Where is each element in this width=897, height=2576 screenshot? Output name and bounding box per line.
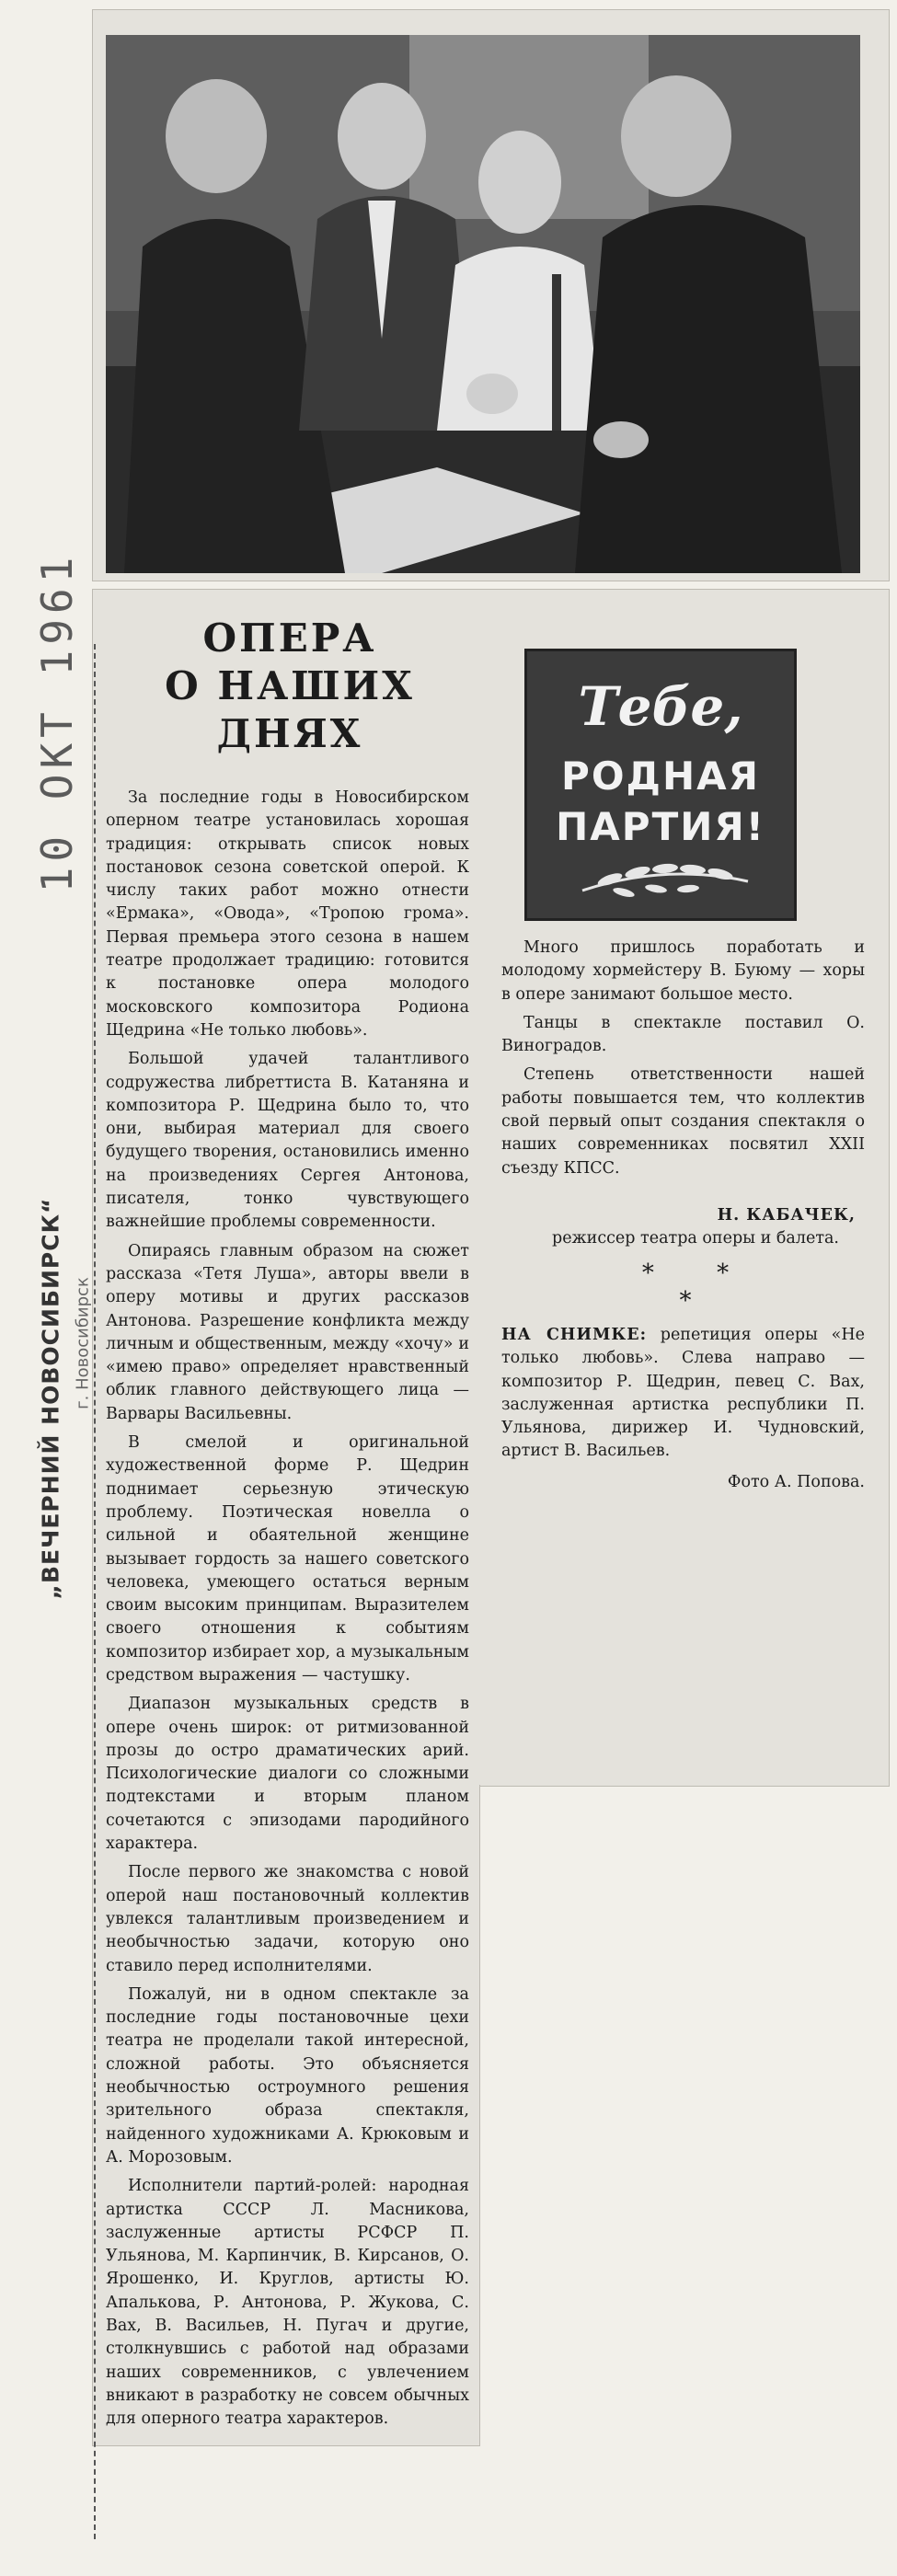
article-paragraph-6: После первого же знакомства с новой оперой наш постановочный коллектив увлекся талантливым произведением и необычностью задачи, которую оно ставило перед исполнителями. <box>106 1863 469 1975</box>
party-banner <box>524 649 797 921</box>
article-paragraph-10: Танцы в спектакле поставил О. Виноградов. <box>501 1013 865 1056</box>
banner-line-1: Тебе, <box>578 675 743 738</box>
article-headline <box>124 615 455 758</box>
article-paragraph-5: Диапазон музыкальных средств в опере очень широк: от ритмизованной прозы до остро драматических арий. Психологические диалоги со сложными подтекстами и вторым планом сочетаются с эпизодами пародийного характера. <box>106 1695 469 1854</box>
article-paragraph-7: Пожалуй, ни в одном спектакле за последние годы постановочные цехи театра не проделали такой интересной, сложной работы. Это объясняется необычностью остроумного решения зрительного образа спектакля, найденного художниками А. Крюковым и А. Морозовым. <box>106 1984 469 2167</box>
banner-line-3: ПАРТИЯ! <box>556 804 765 849</box>
newspaper-name-text: „ВЕЧЕРНИЙ НОВОСИБИРСК“ <box>37 1197 64 1600</box>
caption-text: репетиция оперы «Не только любовь». Слева направо — композитор Р. Щедрин, певец С. Вах, заслуженная артистка республики П. Ульянова, дирижер И. Чудновский, артист В. Васильев. <box>501 1326 865 1461</box>
author-name: Н. КАБАЧЕК, <box>717 1206 856 1225</box>
article-paragraph-1: За последние годы в Новосибирском оперном театре установилась хорошая традиция: открывать список новых постановок сезона советской оперой. К числу таких работ можно отнести «Ермака», «Овода», «Тропою грома». Первая премьера этого сезона в нашем театре продолжает традицию: готовится к постановке опера молодого московского композитора Родиона Щедрина «Не только любовь». <box>106 788 469 1040</box>
banner-graphic <box>527 651 794 918</box>
city-text: г. Новосибирск <box>73 1277 93 1409</box>
article-paragraph-8: Исполнители партий-ролей: народная артистка СССР Л. Масникова, заслуженные артисты РСФСР П. Ульянова, М. Карпинчик, В. Кирсанов, О. Ярошенко, И. Круглов, артисты Ю. Апалькова, Р. Антонова, Р. Жукова, С. Вах, В. Васильев, Н. Пугач и другие, столкнувшись с работой над образами наших современников, с увлечением вникают в разработку не совсем обычных для оперного театра характеров. <box>106 2177 469 2429</box>
article-paragraph-2: Большой удачей талантливого содружества либреттиста В. Катаняна и композитора Р. Щедрина было то, что они, выбирая материал для своего будущего творения, остановились именно на произведениях Сергея Антонова, писателя, тонко чувствующего важнейшие проблемы современности. <box>106 1050 469 1232</box>
cut-line-left <box>94 644 96 2539</box>
rehearsal-photograph <box>106 35 860 573</box>
author-title: режиссер театра оперы и балета. <box>552 1229 839 1248</box>
photo-scene <box>106 35 860 573</box>
article-paragraph-3: Опираясь главным образом на сюжет рассказа «Тетя Луша», авторы ввели в оперу мотивы и других рассказов Антонова. Разрешение конфликта между личным и общественным, между «хочу» и «имею право» определяет нравственный облик главного действующего лица — Варвары Васильевны. <box>106 1241 469 1423</box>
section-divider-stars: * * * <box>641 1259 757 1315</box>
article-paragraph-9: Много пришлось поработать и молодому хормейстеру В. Буюму — хоры в опере занимают большое место. <box>501 938 865 1004</box>
article-paragraph-11: Степень ответственности нашей работы повышается тем, что коллектив свой первый опыт создания спектакля о наших современниках посвятил XXII съезду КПСС. <box>501 1065 865 1178</box>
article-column-left-top <box>106 787 469 2436</box>
article-paragraph-4: В смелой и оригинальной художественной форме Р. Щедрин поднимает серьезную этическую проблему. Поэтическая новелла о сильной и обаятельной женщине вызывает гордость за нашего советского человека, умеющего остаться верным своим высоким принципам. Выразителем своего отношения к событиям композитор избирает хор, а музыкальным средством выражения — частушку. <box>106 1433 469 1685</box>
photo-credit: Фото А. Попова. <box>727 1473 865 1491</box>
photo-caption <box>501 1324 865 1464</box>
headline-line-3: ДНЯХ <box>216 711 363 756</box>
article-signature <box>552 1204 865 1250</box>
date-stamp-text: 10 ОКТ 1961 <box>32 551 82 893</box>
banner-line-2: РОДНАЯ <box>561 753 760 799</box>
headline-line-2: О НАШИХ <box>165 663 415 708</box>
caption-lead: НА СНИМКЕ: <box>501 1326 648 1344</box>
date-stamp <box>20 551 94 893</box>
city-stamp <box>64 1168 101 1518</box>
headline-line-1: ОПЕРА <box>202 615 377 661</box>
article-column-right <box>501 937 865 1186</box>
